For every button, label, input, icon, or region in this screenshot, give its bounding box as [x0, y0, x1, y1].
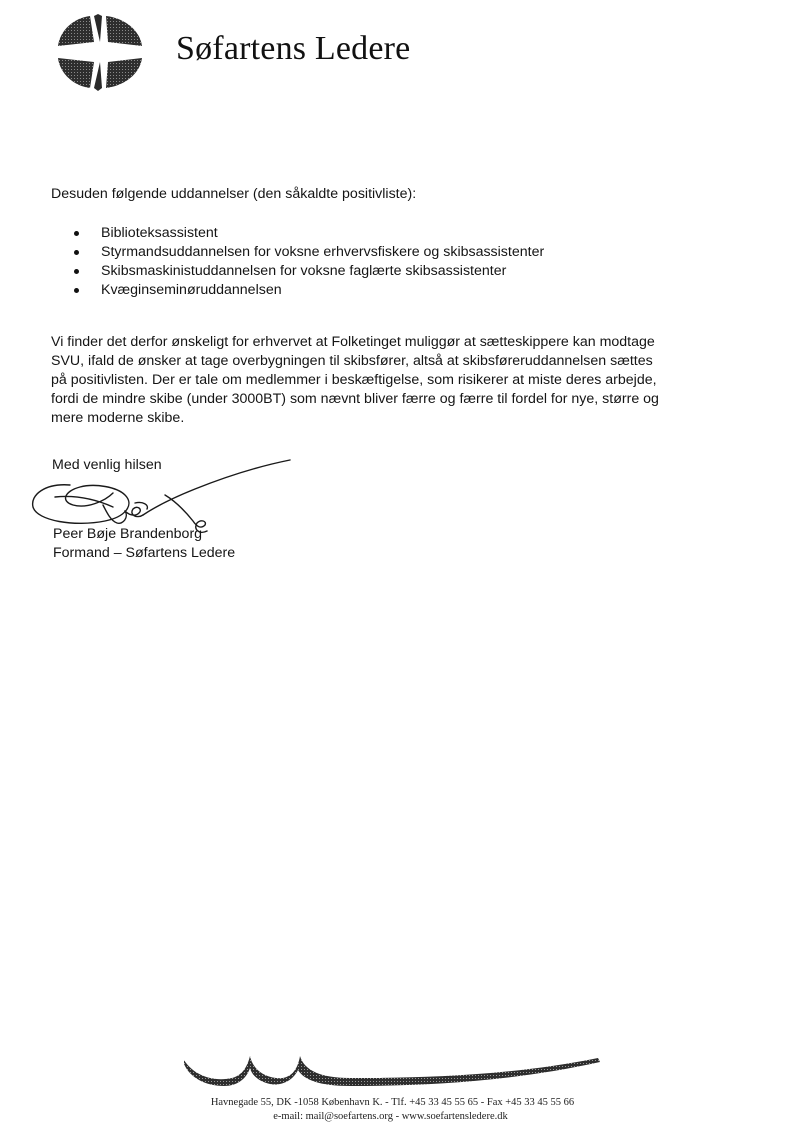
paragraph-line: Vi finder det derfor ønskeligt for erhvervet at Folketinget muliggør at sætteskippere kan modtage — [51, 334, 655, 350]
signatory-name: Peer Bøje Brandenborg — [53, 526, 203, 542]
list-item — [74, 262, 544, 281]
bullet-icon — [74, 231, 79, 236]
bullet-icon — [74, 269, 79, 274]
paragraph-line: fordi de mindre skibe (under 3000BT) som nævnt bliver færre og færre til fordel for nye, større og — [51, 391, 659, 407]
list-item-label: Biblioteksassistent — [101, 225, 218, 241]
list-item-label: Skibsmaskinistuddannelsen for voksne faglærte skibsassistenter — [101, 263, 507, 279]
bullet-icon — [74, 288, 79, 293]
list-item-label: Styrmandsuddannelsen for voksne erhvervsfiskere og skibsassistenter — [101, 244, 545, 260]
list-item — [74, 281, 544, 300]
footer-address: Havnegade 55, DK -1058 København K. - Tlf. +45 33 45 55 65 - Fax +45 33 45 55 66 — [210, 1097, 575, 1108]
wave-swoosh-decoration — [180, 1050, 610, 1090]
list-item — [74, 243, 544, 262]
body-paragraph — [51, 333, 741, 428]
footer-contact: e-mail: mail@soefartens.org - www.soefartensledere.dk — [273, 1111, 508, 1122]
paragraph-line: på positivlisten. Der er tale om medlemmer i beskæftigelse, som risikerer at miste deres arbejde, — [51, 372, 657, 388]
list-item — [74, 224, 544, 243]
intro-text: Desuden følgende uddannelser (den såkaldte positivliste): — [51, 186, 417, 202]
closing-greeting: Med venlig hilsen — [52, 457, 162, 473]
paragraph-line: SVU, ifald de ønsker at tage overbygningen til skibsfører, altså at skibsføreruddannelsen sættes — [51, 353, 653, 369]
bullet-icon — [74, 250, 79, 255]
positive-list — [74, 224, 544, 300]
paragraph-line: mere moderne skibe. — [51, 410, 185, 426]
org-name: Søfartens Ledere — [176, 30, 411, 67]
signatory-title: Formand – Søfartens Ledere — [53, 545, 236, 561]
list-item-label: Kvæginseminøruddannelsen — [101, 282, 282, 298]
compass-star-logo-icon — [50, 12, 150, 92]
